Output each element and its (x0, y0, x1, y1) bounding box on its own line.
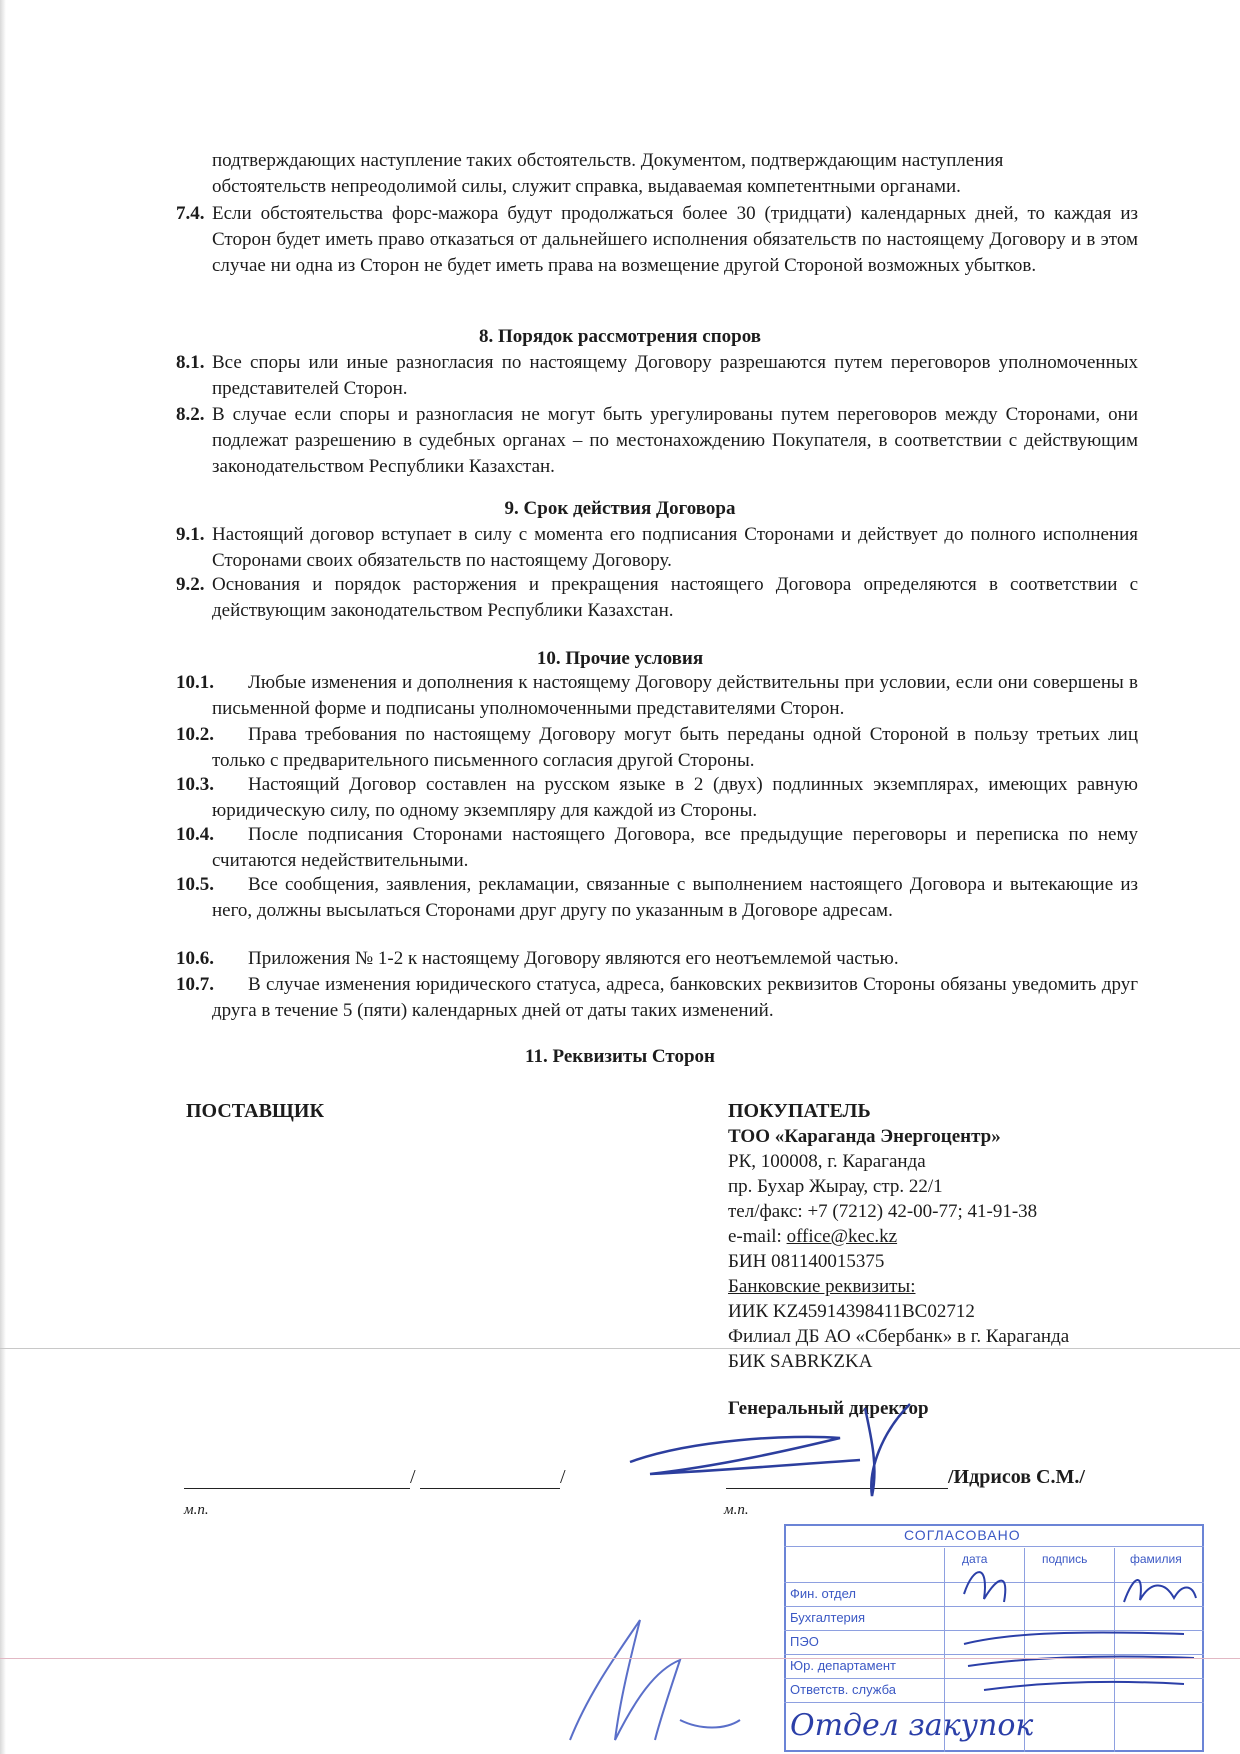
buyer-phone: тел/факс: +7 (7212) 42-00-77; 41-91-38 (728, 1201, 1038, 1222)
clause-7-4-text: Если обстоятельства форс-мажора будут продолжаться более 30 (тридцати) календарных дней, то каждая из Сторон будет иметь право отказаться от дальнейшего исполнения обязательств по настоящему Договору и в этом случае ни одна из Сторон не будет иметь права на возмещение другой Стороной возможных убытков. (212, 203, 1138, 276)
clause-9-1-number: 9.1. (176, 524, 205, 545)
clause-10-5-number: 10.5. (176, 874, 214, 895)
supplier-sign-line2 (420, 1488, 560, 1489)
stamp-row-peo: ПЭО (790, 1634, 819, 1649)
clause-8-1-text: Все споры или иные разногласия по настоящему Договору разрешаются путем переговоров уполномоченных представителей Сторон. (212, 352, 1138, 399)
clause-10-3-text: Настоящий Договор составлен на русском языке в 2 (двух) подлинных экземплярах, имеющих равную юридическую силу, по одному экземпляру для каждой из Стороны. (212, 774, 1138, 821)
clause-10-6-text: Приложения № 1-2 к настоящему Договору являются его неотъемлемой частью. (248, 948, 899, 969)
clause-8-2-number: 8.2. (176, 404, 205, 425)
stamp-row-responsible: Ответств. служба (790, 1682, 896, 1697)
scan-edge (0, 0, 6, 1754)
clause-10-1-text: Любые изменения и дополнения к настоящему Договору действительны при условии, если они совершены в письменной форме и подписаны уполномоченными представителями Сторон. (212, 672, 1138, 719)
section9-title: 9. Срок действия Договора (504, 498, 736, 519)
stamp-handwritten-department: Отдел закупок (790, 1708, 1034, 1743)
buyer-signer-name: /Идрисов С.М./ (948, 1466, 1085, 1488)
stamp-row-legal: Юр. департамент (790, 1658, 896, 1673)
clause-10-5-text: Все сообщения, заявления, рекламации, связанные с выполнением настоящего Договора и вытекающие из него, должны высылаться Сторонами друг другу по указанным в Договоре адресам. (212, 874, 1138, 921)
buyer-email-label: e-mail: (728, 1226, 787, 1247)
section11-title: 11. Реквизиты Сторон (525, 1046, 715, 1067)
clause-10-4-number: 10.4. (176, 824, 214, 845)
section10-title: 10. Прочие условия (536, 648, 704, 669)
stamp-handwritten-signatures (944, 1554, 1204, 1704)
clause-10-6-number: 10.6. (176, 948, 214, 969)
stamp-title: СОГЛАСОВАНО (904, 1527, 1021, 1543)
stamp-row-fin: Фин. отдел (790, 1586, 856, 1601)
bank-details-label: Банковские реквизиты: (728, 1276, 916, 1297)
clause-9-2-text: Основания и порядок расторжения и прекращения настоящего Договора определяются в соответствии с действующим законодательством Республики Казахстан. (212, 574, 1138, 621)
buyer-email-row (728, 1224, 897, 1249)
supplier-seal-place: м.п. (184, 1502, 209, 1518)
buyer-name: ТОО «Караганда Энергоцентр» (728, 1126, 1001, 1147)
clause-10-4-text: После подписания Сторонами настоящего Договора, все предыдущие переговоры и переписка по нему считаются недействительными. (212, 824, 1138, 871)
buyer-bin: БИН 081140015375 (728, 1251, 885, 1272)
clause-9-1-text: Настоящий договор вступает в силу с момента его подписания Сторонами и действует до полного исполнения Сторонами своих обязательств по настоящему Договору. (212, 524, 1138, 571)
supplier-sign-line1 (184, 1488, 410, 1489)
clause-10-7-text: В случае изменения юридического статуса, адреса, банковских реквизитов Стороны обязаны уведомить друг друга в течение 5 (пяти) календарных дней от даты таких изменений. (212, 974, 1138, 1021)
section7-cont (212, 148, 1138, 200)
clause-8-2-text: В случае если споры и разногласия не могут быть урегулированы путем переговоров между Сторонами, они подлежат разрешению в судебных органах – по местонахождению Покупателя, в соответствии с действующим законодательством Республики Казахстан. (212, 404, 1138, 477)
clause-10-2-text: Права требования по настоящему Договору могут быть переданы одной Стороной в пользу третьих лиц только с предварительного письменного согласия другой Стороны. (212, 724, 1138, 771)
director-signature (610, 1380, 950, 1510)
stamp-col-sign: подпись (1042, 1552, 1088, 1566)
clause-10-7-number: 10.7. (176, 974, 214, 995)
section8-title: 8. Порядок рассмотрения споров (478, 326, 762, 347)
clause-10-2-number: 10.2. (176, 724, 214, 745)
approval-stamp (784, 1524, 1204, 1752)
buyer-bik: БИК SABRKZKA (728, 1351, 873, 1372)
approval-scribble (560, 1580, 780, 1754)
stamp-rule (784, 1546, 1204, 1547)
buyer-address-line1: РК, 100008, г. Караганда (728, 1151, 926, 1172)
buyer-bank: Филиал ДБ АО «Сбербанк» в г. Караганда (728, 1326, 1070, 1347)
clause-10-3-number: 10.3. (176, 774, 214, 795)
director-title: Генеральный директор (728, 1398, 929, 1419)
buyer-label: ПОКУПАТЕЛЬ (728, 1100, 871, 1122)
stamp-row-accounting: Бухгалтерия (790, 1610, 866, 1625)
section7-cont-line2: обстоятельств непреодолимой силы, служит справка, выдаваемая компетентными органами. (212, 176, 961, 197)
clause-8-1-number: 8.1. (176, 352, 205, 373)
supplier-label: ПОСТАВЩИК (186, 1100, 324, 1122)
buyer-iik: ИИК KZ45914398411BC02712 (728, 1301, 975, 1322)
buyer-seal-place: м.п. (724, 1502, 749, 1518)
supplier-sign-separator1: / (410, 1466, 416, 1488)
buyer-address-line2: пр. Бухар Жырау, стр. 22/1 (728, 1176, 943, 1197)
supplier-sign-separator2: / (560, 1466, 566, 1488)
stamp-col-name: фамилия (1130, 1552, 1182, 1566)
clause-7-4-number: 7.4. (176, 203, 205, 224)
scan-artifact-line (0, 1658, 1240, 1659)
section7-cont-line1: подтверждающих наступление таких обстоятельств. Документом, подтверждающим наступления (212, 150, 1004, 171)
buyer-email-link[interactable]: office@kec.kz (786, 1226, 898, 1247)
clause-9-2-number: 9.2. (176, 574, 205, 595)
scan-fold-line (0, 1348, 1240, 1349)
stamp-col-date: дата (962, 1552, 988, 1566)
clause-10-1-number: 10.1. (176, 672, 214, 693)
